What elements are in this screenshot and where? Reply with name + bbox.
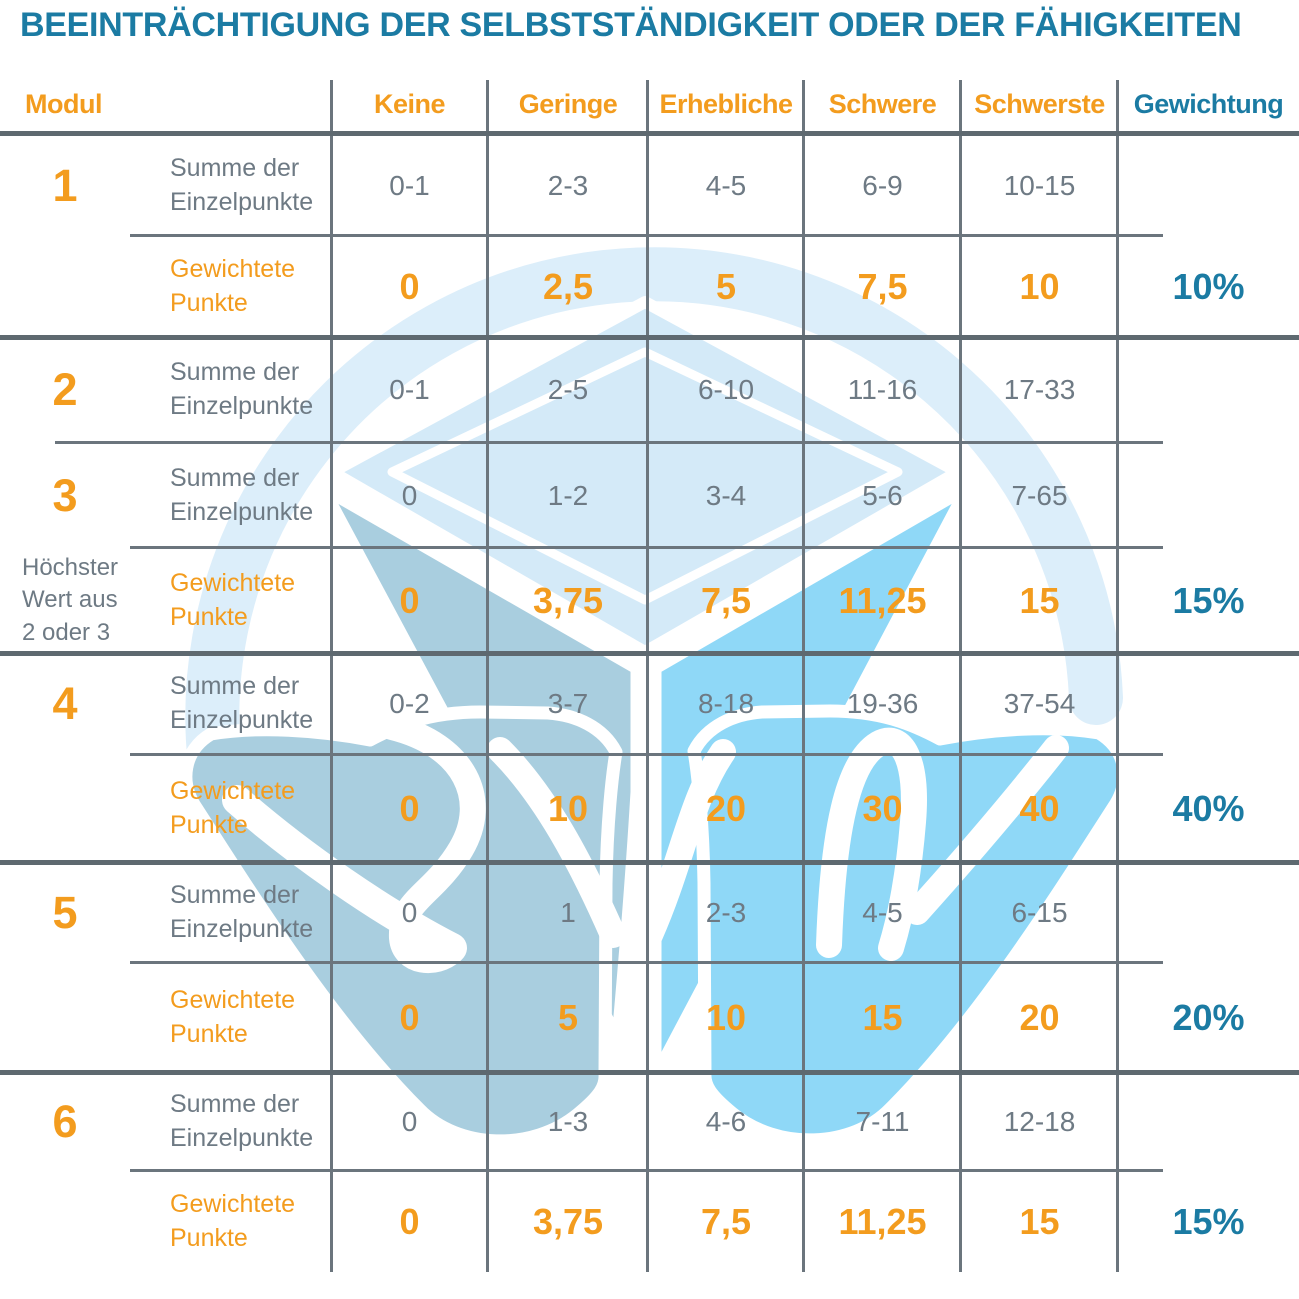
row-label-sum: Summe der Einzelpunkte	[170, 358, 314, 420]
sum-value: 2-3	[705, 896, 747, 928]
table-row-module-1-weighted	[0, 236, 1299, 337]
sum-value: 4-5	[705, 169, 747, 201]
table-row-module-6-sum	[0, 1072, 1299, 1171]
sum-value: 11-16	[847, 374, 918, 405]
table-row-module-4-sum	[0, 653, 1299, 755]
row-label-weighted: Gewichtete Punkte	[170, 776, 296, 839]
weighted-value: 10	[547, 787, 589, 829]
sum-value: 1	[560, 896, 576, 928]
row-label-sum: Summe der Einzelpunkte	[170, 1089, 314, 1152]
weighted-value: 3,75	[532, 579, 604, 621]
sum-value: 19-36	[846, 688, 919, 719]
weighted-value: 15	[862, 996, 903, 1038]
header-keine: Keine	[373, 89, 446, 119]
row-label-sum: Summe der Einzelpunkte	[170, 463, 314, 526]
weight-percentage: 20%	[1172, 996, 1245, 1038]
header-gewichtung: Gewichtung	[1133, 89, 1284, 119]
weighted-value: 7,5	[700, 579, 752, 621]
max-value-note: Höchster Wert aus 2 oder 3	[22, 553, 119, 646]
sum-value: 4-5	[862, 896, 903, 928]
weighted-value: 10	[705, 996, 747, 1038]
weighted-value: 0	[399, 265, 420, 307]
weighted-value: 30	[862, 787, 903, 829]
sum-value: 2-3	[547, 169, 589, 201]
sum-value: 0	[401, 896, 418, 928]
header-erhebliche: Erhebliche	[659, 89, 793, 119]
weighted-value: 20	[705, 787, 747, 829]
header-schwerste: Schwerste	[974, 89, 1105, 119]
sum-value: 8-18	[697, 688, 755, 719]
module-number: 3	[52, 469, 78, 521]
sum-value: 6-15	[1011, 896, 1068, 928]
sum-value: 37-54	[1003, 688, 1076, 719]
weighted-value: 10	[1019, 265, 1060, 307]
weight-percentage: 10%	[1172, 265, 1245, 307]
weighted-value: 0	[399, 579, 420, 621]
table-header-row	[0, 78, 1299, 131]
weight-percentage: 15%	[1172, 579, 1245, 621]
table-row-module-6-weighted	[0, 1171, 1299, 1272]
row-label-weighted: Gewichtete Punkte	[170, 254, 296, 317]
row-label-sum: Summe der Einzelpunkte	[170, 153, 314, 216]
weighted-value: 7,5	[700, 1200, 752, 1242]
sum-value: 17-33	[1003, 374, 1076, 405]
row-label-weighted: Gewichtete Punkte	[170, 568, 296, 631]
sum-value: 1-2	[547, 479, 589, 511]
sum-value: 3-7	[547, 688, 589, 719]
row-label-weighted: Gewichtete Punkte	[170, 1189, 296, 1252]
sum-value: 7-11	[855, 1105, 910, 1137]
sum-value: 1-3	[547, 1105, 589, 1137]
module-number: 2	[52, 364, 78, 415]
sum-value: 6-10	[697, 374, 755, 405]
weighted-value: 20	[1019, 996, 1060, 1038]
weighted-value: 0	[399, 996, 420, 1038]
header-modul: Modul	[25, 89, 102, 119]
table-row-module-4-weighted	[0, 755, 1299, 862]
table-row-module-3-sum	[0, 443, 1299, 548]
sum-value: 0-2	[389, 688, 430, 719]
table-row-module-5-weighted	[0, 963, 1299, 1072]
header-schwere: Schwere	[828, 89, 937, 119]
module-number: 5	[52, 886, 78, 938]
sum-value: 2-5	[547, 374, 589, 405]
sum-value: 4-6	[705, 1105, 747, 1137]
weight-percentage: 15%	[1172, 1200, 1245, 1242]
weighted-value: 15	[1019, 1200, 1060, 1242]
row-label-sum: Summe der Einzelpunkte	[170, 880, 314, 943]
weighted-value: 2,5	[542, 265, 594, 307]
sum-value: 7-65	[1011, 479, 1068, 511]
sum-value: 3-4	[705, 479, 747, 511]
weighted-value: 0	[399, 787, 420, 829]
weighted-value: 5	[557, 996, 579, 1038]
weighted-value: 5	[715, 265, 737, 307]
table-row-module-5-sum	[0, 862, 1299, 963]
table-row-max-2-3-weighted	[0, 548, 1299, 653]
header-geringe: Geringe	[518, 89, 618, 119]
sum-value: 0-1	[389, 374, 430, 405]
sum-value: 12-18	[1003, 1105, 1076, 1137]
weighted-value: 11,25	[838, 1200, 927, 1242]
page-title: BEEINTRÄCHTIGUNG DER SELBSTSTÄNDIGKEIT ODER DER FÄHIGKEITEN	[20, 6, 1242, 44]
weighted-value: 40	[1019, 787, 1060, 829]
module-number: 4	[52, 678, 78, 729]
weight-percentage: 40%	[1172, 787, 1245, 829]
weighted-value: 11,25	[838, 579, 927, 621]
sum-value: 0	[401, 479, 418, 511]
sum-value: 0	[401, 1105, 418, 1137]
weighted-value: 3,75	[532, 1200, 604, 1242]
sum-value: 10-15	[1003, 169, 1076, 201]
sum-value: 0-1	[389, 169, 430, 201]
weighted-value: 15	[1019, 579, 1060, 621]
row-label-sum: Summe der Einzelpunkte	[170, 672, 314, 734]
sum-value: 5-6	[862, 479, 903, 511]
row-label-weighted: Gewichtete Punkte	[170, 985, 296, 1048]
sum-value: 6-9	[862, 169, 903, 201]
table-row-module-1-sum	[0, 135, 1299, 236]
weighted-value: 7,5	[857, 265, 908, 307]
module-number: 1	[52, 159, 78, 211]
module-number: 6	[52, 1095, 78, 1147]
weighted-value: 0	[399, 1200, 420, 1242]
table-row-module-2-sum	[0, 337, 1299, 443]
